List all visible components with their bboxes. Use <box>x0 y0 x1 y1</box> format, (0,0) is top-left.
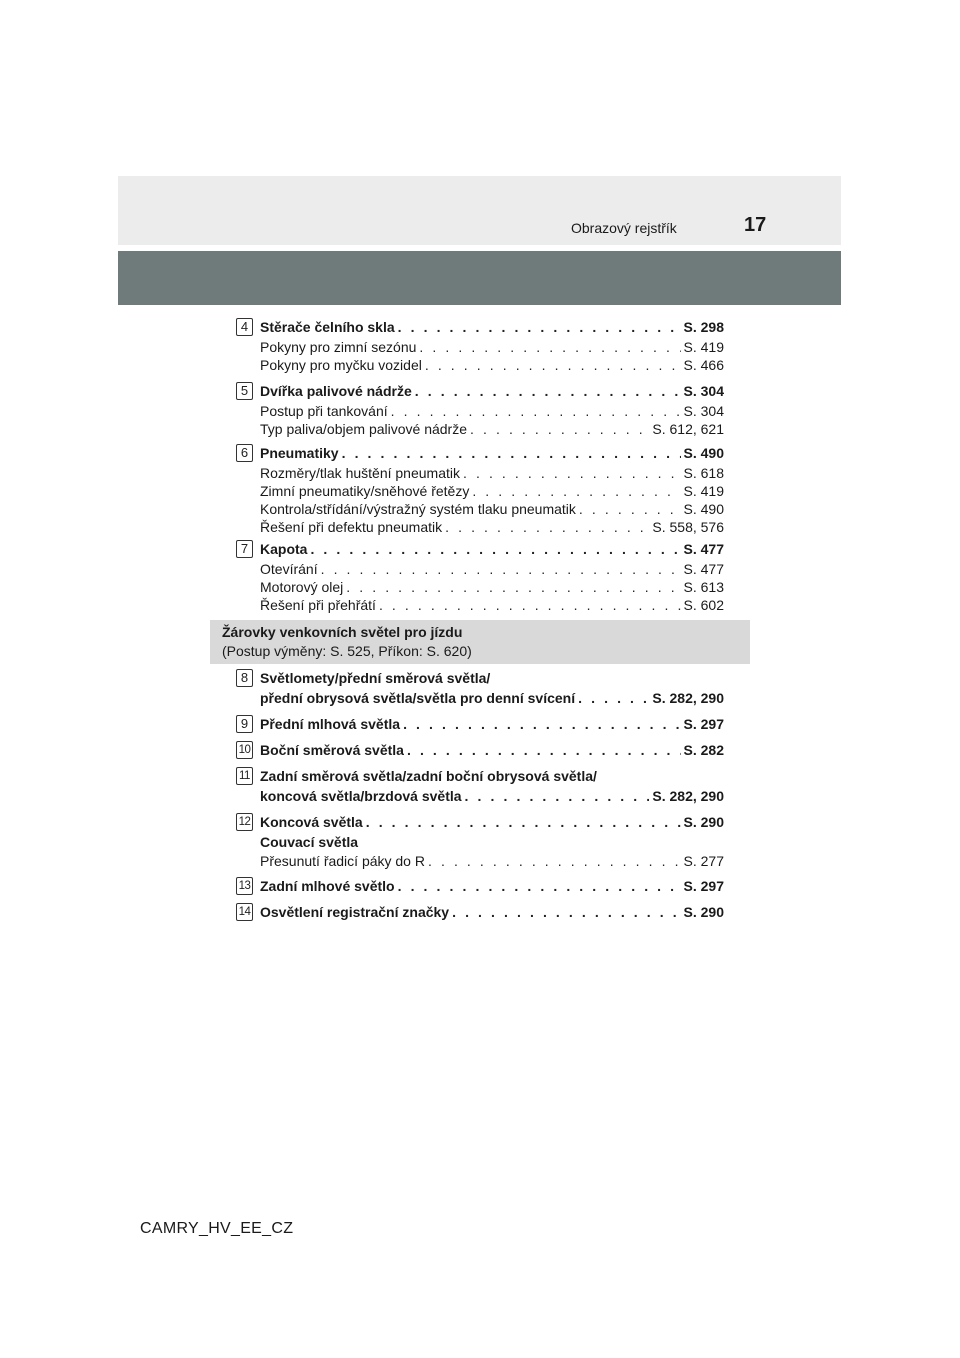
page-reference-link[interactable]: S. 282, 290 <box>652 690 724 706</box>
dot-leader <box>445 519 649 535</box>
entry-main-row <box>260 319 724 337</box>
sub-label: Přesunutí řadicí páky do R <box>260 853 425 869</box>
header-dark-bar <box>118 251 841 305</box>
callout-number-badge: 9 <box>236 715 253 733</box>
entry-main-row <box>260 541 724 559</box>
page-reference-link[interactable]: S. 490 <box>683 445 724 461</box>
page-reference-link[interactable]: S. 419 <box>683 339 724 355</box>
entry-label: Boční směrová světla <box>260 742 404 758</box>
entry-sub-row <box>260 561 724 579</box>
entry-heading-line <box>260 768 724 786</box>
entry-label: Pneumatiky <box>260 445 339 461</box>
dot-leader <box>403 716 680 732</box>
entry-main-row <box>260 742 724 760</box>
dot-leader <box>419 339 680 355</box>
page-reference-link[interactable]: S. 298 <box>683 319 724 335</box>
sub-label: Typ paliva/objem palivové nádrže <box>260 421 468 437</box>
dot-leader <box>321 561 681 577</box>
header-band <box>118 176 841 245</box>
entry-sub-row <box>260 465 724 483</box>
section-subtitle: (Postup výměny: S. 525, Příkon: S. 620) <box>222 643 472 659</box>
page-reference-link[interactable]: S. 477 <box>683 541 724 557</box>
entry-sub-row <box>260 597 724 615</box>
dot-leader <box>470 421 649 437</box>
sub-label: Postup při tankování <box>260 403 388 419</box>
document-code: CAMRY_HV_EE_CZ <box>140 1220 294 1237</box>
page-reference-link[interactable]: S. 297 <box>683 716 724 732</box>
dot-leader <box>398 319 681 335</box>
callout-number-badge: 14 <box>236 903 253 921</box>
entry-label: Osvětlení registrační značky <box>260 904 450 920</box>
page-reference-link[interactable]: S. 282, 290 <box>652 788 724 804</box>
sub-label: Pokyny pro myčku vozidel <box>260 357 422 373</box>
dot-leader <box>346 579 680 595</box>
entry-sub-row <box>260 853 724 871</box>
entry-sub-row <box>260 357 724 375</box>
dot-leader <box>379 597 681 613</box>
sub-label: Otevírání <box>260 561 318 577</box>
page-reference-link[interactable]: S. 613 <box>683 579 724 595</box>
entry-label: Stěrače čelního skla <box>260 319 395 335</box>
entry-sub-row <box>260 579 724 597</box>
sub-label: Pokyny pro zimní sezónu <box>260 339 417 355</box>
callout-number-badge: 10 <box>236 741 253 759</box>
page-reference-link[interactable]: S. 490 <box>683 501 724 517</box>
entry-label: přední obrysová světla/světla pro denní svícení <box>260 690 576 706</box>
sub-label: Kontrola/střídání/výstražný systém tlaku pneumatik <box>260 501 576 517</box>
dot-leader <box>578 690 649 706</box>
entry-label-line: Světlomety/přední směrová světla/ <box>260 670 491 686</box>
entry-label: Dvířka palivové nádrže <box>260 383 412 399</box>
entry-label: Koncová světla <box>260 814 363 830</box>
entry-label: Zadní mlhové světlo <box>260 878 395 894</box>
page-reference-link[interactable]: S. 304 <box>683 383 724 399</box>
callout-number-badge: 8 <box>236 669 253 687</box>
entry-label-line: Couvací světla <box>260 834 359 850</box>
entry-sub-row <box>260 501 724 519</box>
dot-leader <box>425 357 681 373</box>
entry-heading-line <box>260 834 724 852</box>
dot-leader <box>310 541 680 557</box>
entry-main-row <box>260 788 724 806</box>
page-reference-link[interactable]: S. 618 <box>683 465 724 481</box>
entry-label: koncová světla/brzdová světla <box>260 788 462 804</box>
page-reference-link[interactable]: S. 282 <box>683 742 724 758</box>
entry-sub-row <box>260 403 724 421</box>
sub-label: Motorový olej <box>260 579 344 595</box>
page-reference-link[interactable]: S. 297 <box>683 878 724 894</box>
entry-label: Kapota <box>260 541 308 557</box>
entry-sub-row <box>260 339 724 357</box>
section-title: Žárovky venkovních světel pro jízdu <box>222 624 463 640</box>
dot-leader <box>415 383 681 399</box>
sub-label: Zimní pneumatiky/sněhové řetězy <box>260 483 470 499</box>
entry-label: Přední mlhová světla <box>260 716 401 732</box>
entry-main-row <box>260 814 724 832</box>
entry-label-line: Zadní směrová světla/zadní boční obrysová světla/ <box>260 768 597 784</box>
entry-main-row <box>260 383 724 401</box>
entry-main-row <box>260 445 724 463</box>
dot-leader <box>428 853 681 869</box>
page-number: 17 <box>744 214 767 236</box>
dot-leader <box>391 403 681 419</box>
callout-number-badge: 12 <box>236 813 253 831</box>
entry-sub-row <box>260 483 724 501</box>
page-reference-link[interactable]: S. 477 <box>683 561 724 577</box>
dot-leader <box>472 483 680 499</box>
page-reference-link[interactable]: S. 602 <box>683 597 724 613</box>
dot-leader <box>465 788 650 804</box>
dot-leader <box>398 878 681 894</box>
sub-label: Rozměry/tlak huštění pneumatik <box>260 465 460 481</box>
callout-number-badge: 4 <box>236 318 253 336</box>
entry-sub-row <box>260 421 724 439</box>
page-reference-link[interactable]: S. 277 <box>683 853 724 869</box>
callout-number-badge: 11 <box>236 767 253 785</box>
sub-label: Řešení při defektu pneumatik <box>260 519 443 535</box>
dot-leader <box>463 465 681 481</box>
page-reference-link[interactable]: S. 304 <box>683 403 724 419</box>
entry-main-row <box>260 690 724 708</box>
dot-leader <box>366 814 681 830</box>
entry-main-row <box>260 878 724 896</box>
dot-leader <box>452 904 680 920</box>
dot-leader <box>407 742 681 758</box>
entry-main-row <box>260 904 724 922</box>
page-reference-link[interactable]: S. 558, 576 <box>652 519 724 535</box>
page-reference-link[interactable]: S. 290 <box>683 814 724 830</box>
section-header-band <box>210 620 750 664</box>
callout-number-badge: 5 <box>236 382 253 400</box>
sub-label: Řešení při přehřátí <box>260 597 376 613</box>
entry-sub-row <box>260 519 724 537</box>
dot-leader <box>342 445 681 461</box>
page-reference-link[interactable]: S. 466 <box>683 357 724 373</box>
entry-heading-line <box>260 670 724 688</box>
page-title: Obrazový rejstřík <box>571 220 677 236</box>
page-reference-link[interactable]: S. 612, 621 <box>652 421 724 437</box>
dot-leader <box>579 501 681 517</box>
page-reference-link[interactable]: S. 419 <box>683 483 724 499</box>
callout-number-badge: 13 <box>236 877 253 895</box>
page-reference-link[interactable]: S. 290 <box>683 904 724 920</box>
entry-main-row <box>260 716 724 734</box>
callout-number-badge: 7 <box>236 540 253 558</box>
callout-number-badge: 6 <box>236 444 253 462</box>
